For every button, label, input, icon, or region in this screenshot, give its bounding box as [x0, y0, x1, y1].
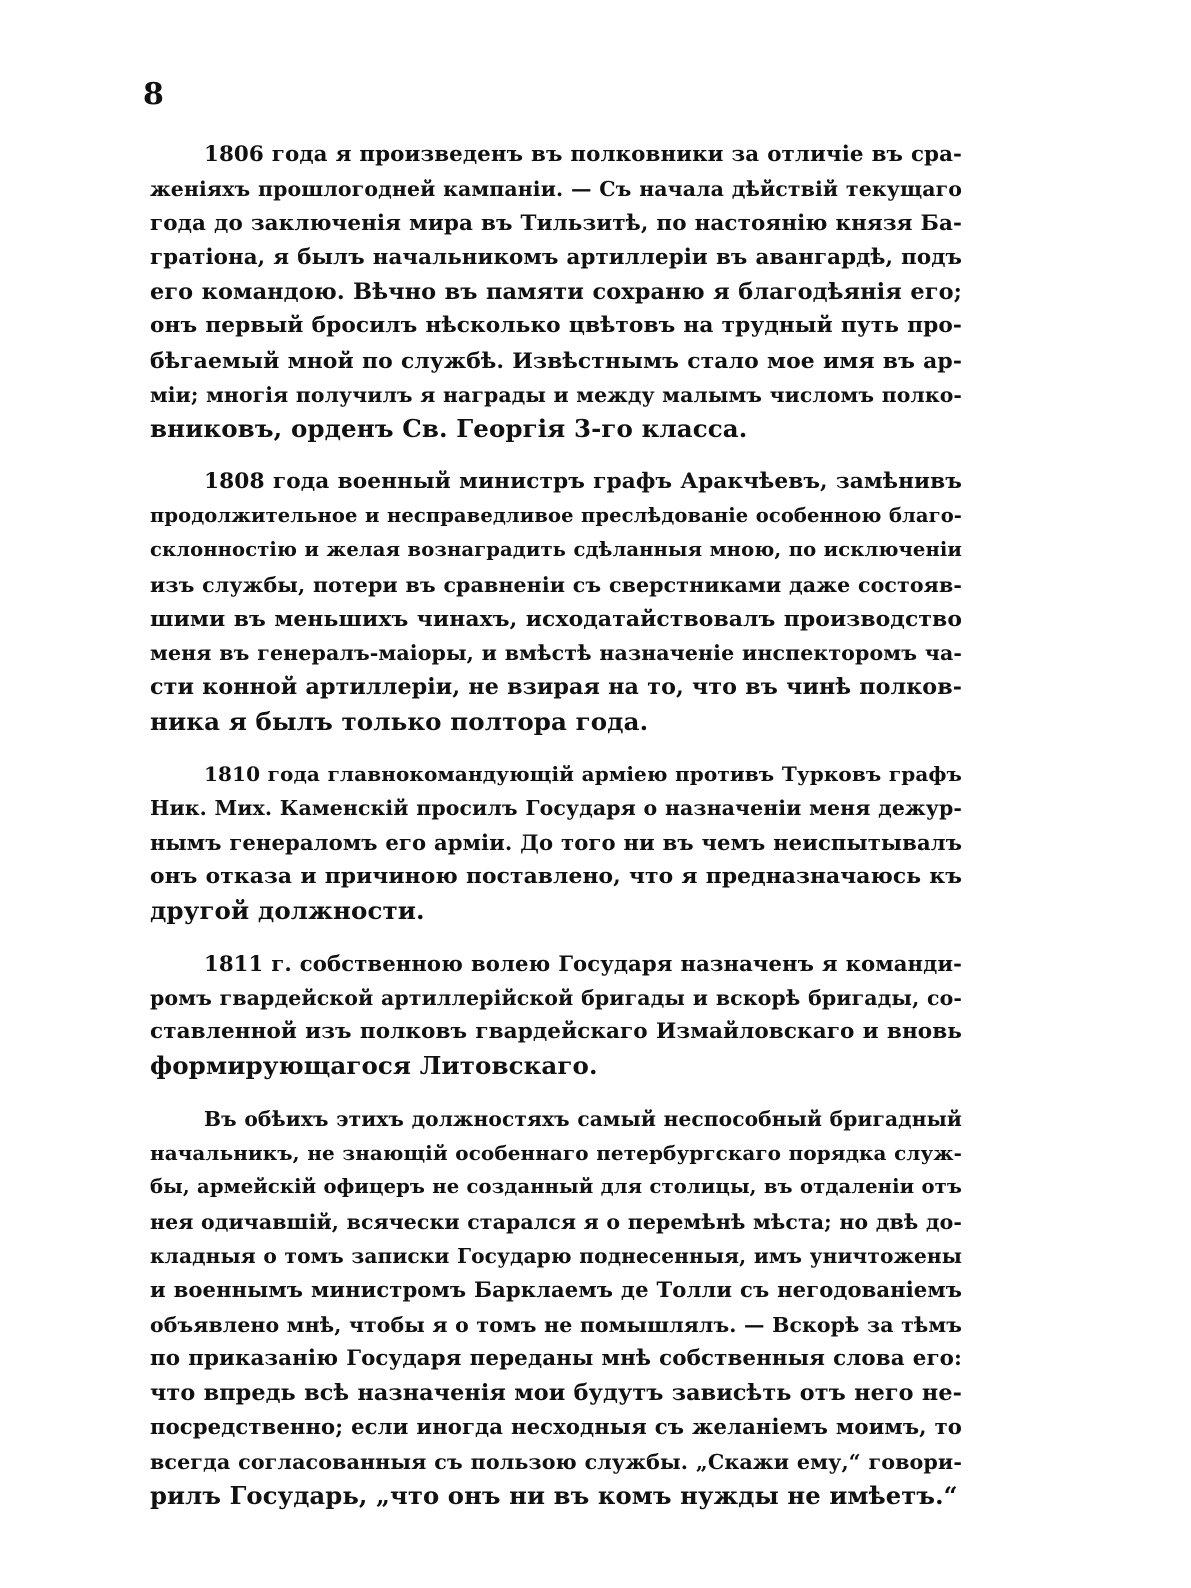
text-line: нея одичавшій, всячески старался я о перемѣнѣ мѣста; но двѣ до-: [150, 1209, 962, 1234]
text-line: 1806 года я произведенъ въ полковники за отличіе въ сра-: [204, 142, 962, 167]
text-line: 1811 г. собственною волею Государя назначенъ я команди-: [204, 950, 962, 976]
text-line: гратіона, я былъ начальникомъ артиллеріи въ авангардѣ, подъ: [150, 244, 962, 270]
text-line: года до заключенія мира въ Тильзитѣ, по настоянію князя Ба-: [150, 210, 962, 236]
text-line: бѣгаемый мной по службѣ. Извѣстнымъ стало мое имя въ ар-: [150, 347, 962, 374]
text-line: ника я былъ только полтора года.: [150, 706, 649, 736]
text-line: онъ первый бросилъ нѣсколько цвѣтовъ на трудный путь про-: [150, 313, 962, 339]
page-number: 8: [143, 77, 164, 112]
text-line: бы, армейскій офицеръ не созданный для столицы, въ отдаленіи отъ: [150, 1175, 962, 1199]
text-line: и военнымъ министромъ Барклаемъ де Толли съ негодованіемъ: [150, 1277, 962, 1303]
text-line: сти конной артиллеріи, не взирая на то, что въ чинѣ полков-: [150, 674, 962, 701]
text-line: посредственно; если иногда несходныя съ желаніемъ моимъ, то: [150, 1414, 962, 1440]
text-line: шими въ меньшихъ чинахъ, исходатайствовалъ производство: [150, 605, 962, 632]
text-line: по приказанію Государя переданы мнѣ собственныя слова его:: [150, 1345, 962, 1371]
text-line: ромъ гвардейской артиллерійской бригады и вскорѣ бригады, со-: [150, 985, 962, 1010]
text-line: всегда согласованныя съ пользою службы. „Скажи ему,“ говори-: [150, 1449, 962, 1474]
text-line: онъ отказа и причиною поставлено, что я предназначаюсь къ: [150, 863, 962, 889]
paragraph: [150, 1102, 962, 1514]
text-line: объявлено мнѣ, чтобы я о томъ не помышлялъ. — Вскорѣ за тѣмъ: [150, 1312, 962, 1337]
text-line: другой должности.: [150, 896, 425, 926]
text-line: кладныя о томъ записки Государю поднесенныя, имъ уничтожены: [150, 1243, 962, 1268]
text-line: меня въ генералъ-маіоры, и вмѣстѣ назначеніе инспекторомъ ча-: [150, 641, 962, 666]
text-line: что впредь всѣ назначенія мои будутъ зависѣть отъ него не-: [150, 1380, 962, 1407]
text-line: ставленной изъ полковъ гвардейскаго Измайловскаго и вновь: [150, 1019, 962, 1045]
text-line: изъ службы, потери въ сравненіи съ сверстниками даже состояв-: [150, 572, 962, 597]
text-line: начальникъ, не знающій особеннаго петербургскаго порядка служ-: [150, 1141, 962, 1166]
text-line: нымъ генераломъ его арміи. До того ни въ чемъ неиспытывалъ: [150, 829, 962, 855]
text-line: его командою. Вѣчно въ памяти сохраню я благодѣянія его;: [150, 279, 962, 306]
paragraph: [150, 138, 962, 447]
body-text: [150, 138, 962, 1531]
text-line: склонностію и желая вознаградить сдѣланныя мною, по исключеніи: [150, 538, 962, 562]
text-line: женіяхъ прошлогодней кампаніи. — Съ начала дѣйствій текущаго: [150, 177, 962, 202]
paragraph: [150, 947, 962, 1084]
paragraph: [150, 757, 962, 928]
text-line: продолжительное и несправедливое преслѣдованіе особенною благо-: [150, 503, 962, 527]
text-line: Въ обѣихъ этихъ должностяхъ самый неспособный бригадный: [204, 1106, 962, 1131]
text-line: вниковъ, орденъ Св. Георгія 3-го класса.: [150, 414, 748, 444]
text-line: 1808 года военный министръ графъ Аракчѣевъ, замѣнивъ: [204, 468, 962, 494]
paragraph: [150, 465, 962, 739]
text-line: Ник. Мих. Каменскій просилъ Государя о назначеніи меня дежур-: [150, 796, 962, 821]
text-line: міи; многія получилъ я награды и между малымъ числомъ полко-: [150, 383, 962, 408]
text-line: формирующагося Литовскаго.: [150, 1051, 598, 1081]
text-line: рилъ Государь, „что онъ ни въ комъ нужды не имѣетъ.“: [150, 1480, 958, 1510]
text-line: 1810 года главнокомандующій арміею противъ Турковъ графъ: [204, 762, 962, 787]
